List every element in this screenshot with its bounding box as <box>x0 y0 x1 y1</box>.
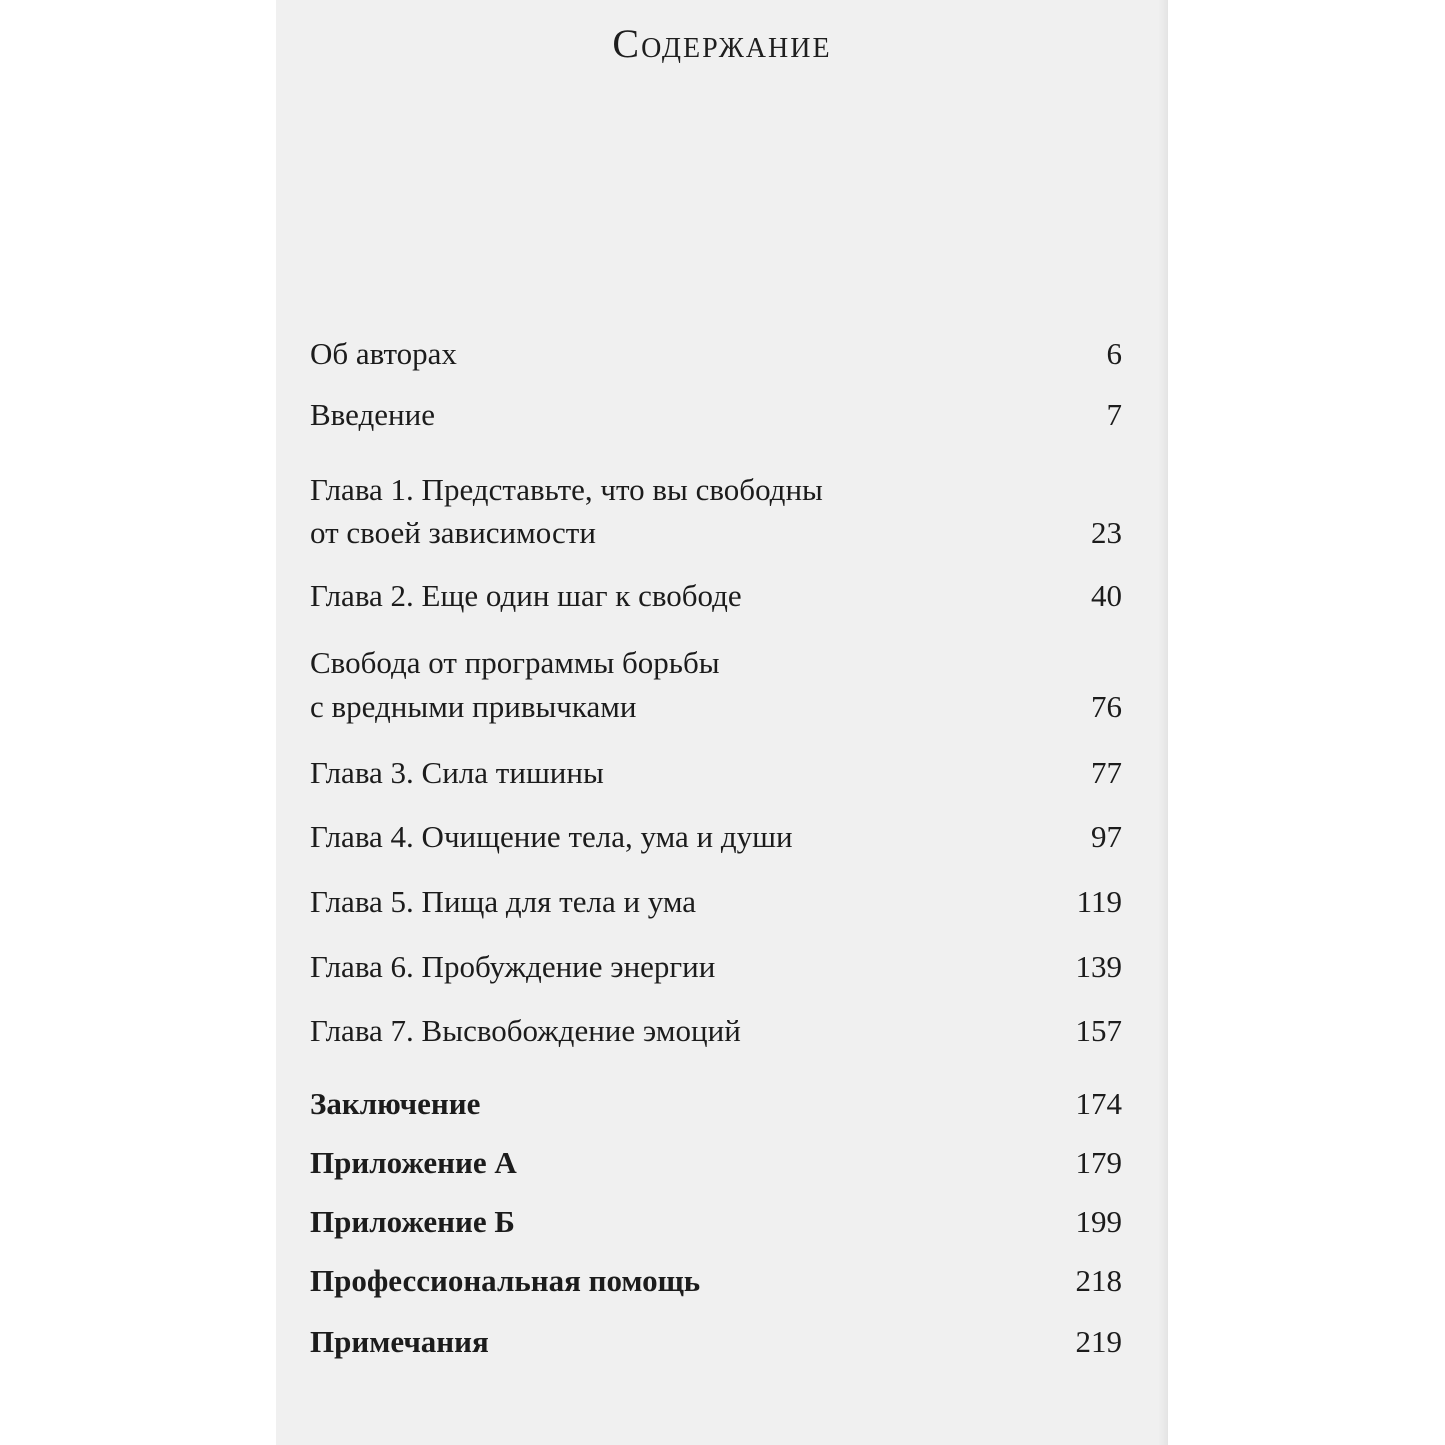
toc-entry-label: Введение <box>310 397 435 432</box>
toc-entry-label: Примечания <box>310 1324 489 1359</box>
toc-entry-label: Глава 2. Еще один шаг к свободе <box>310 578 742 613</box>
toc-entry-label: Профессиональная помощь <box>310 1263 701 1298</box>
toc-page-number: 219 <box>1075 1324 1122 1359</box>
toc-entry-label: Глава 7. Высвобождение эмоций <box>310 1013 741 1048</box>
toc-entry-label: Приложение Б <box>310 1204 515 1239</box>
toc-page-number: 7 <box>1106 397 1122 432</box>
page-title: Содержание <box>612 21 832 66</box>
toc-entry-label: Глава 5. Пища для тела и ума <box>310 884 697 919</box>
toc-entry-label: Свобода от программы борьбы <box>310 645 720 680</box>
toc-page-number: 6 <box>1106 336 1122 371</box>
toc-entry-label: Об авторах <box>310 336 457 371</box>
toc-entry-label: Приложение А <box>310 1145 517 1180</box>
toc-entry-label: Заключение <box>310 1086 481 1121</box>
toc-page-number: 199 <box>1075 1204 1122 1239</box>
toc-page-number: 77 <box>1091 755 1122 790</box>
toc-page-number: 119 <box>1076 884 1122 919</box>
toc-entry-label: Глава 4. Очищение тела, ума и души <box>310 819 793 854</box>
toc-page-number: 139 <box>1075 949 1122 984</box>
toc-page-number: 179 <box>1075 1145 1122 1180</box>
toc-entry-label-line-2: с вредными привычками <box>310 689 637 724</box>
toc-page-number: 174 <box>1075 1086 1122 1121</box>
toc-page-number: 23 <box>1091 515 1122 550</box>
toc-entry-label-line-2: от своей зависимости <box>310 515 596 550</box>
toc-entry-label: Глава 1. Представьте, что вы свободны <box>310 472 823 507</box>
toc-page-number: 76 <box>1091 689 1122 724</box>
toc-page-number: 218 <box>1075 1263 1122 1298</box>
book-page <box>276 0 1168 1445</box>
toc-entry-label: Глава 3. Сила тишины <box>310 755 604 790</box>
toc-page-number: 157 <box>1075 1013 1122 1048</box>
toc-page-number: 40 <box>1091 578 1122 613</box>
toc-entry-label: Глава 6. Пробуждение энергии <box>310 949 716 984</box>
toc-page-number: 97 <box>1091 819 1122 854</box>
